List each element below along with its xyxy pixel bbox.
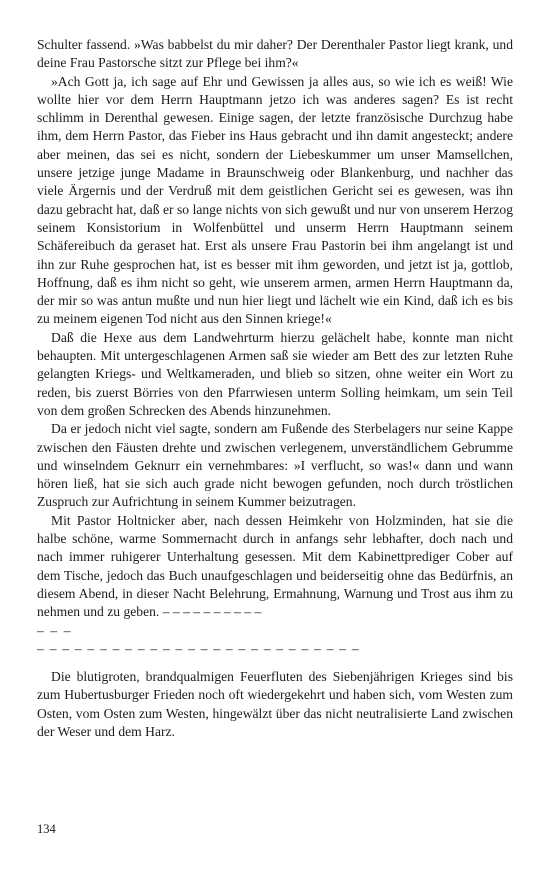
paragraph-continuation: Schulter fassend. »Was babbelst du mir daher? Der Derenthaler Pastor liegt krank, und deine Frau Pastorsche sitzt zur Pflege bei ihm?« bbox=[37, 37, 513, 71]
paragraph-war: Die blutigroten, brandqualmigen Feuerfluten des Siebenjährigen Krieges sind bis zum Hubertusburger Frieden noch oft wiedergekehrt und haben sich, vom Westen zum Osten, vom Osten zum Westen, hingewälzt über das nicht neutralisierte Land zwischen der Weser und dem Harz. bbox=[37, 669, 513, 739]
page-number: 134 bbox=[37, 822, 56, 836]
dash-line-short: – – – bbox=[37, 622, 73, 638]
section-gap bbox=[37, 658, 513, 668]
paragraph-boerries: Da er jedoch nicht viel sagte, sondern am Fußende des Sterbelagers nur seine Kappe zwischen den Fäusten drehte und zwischen verlegenem, unverständlichem Gebrumme und winselndem Geknurr ein vernehmbares: »I verflucht, so was!« dann und wann hören ließ, hat sie sich auch grade nicht bewogen gefunden, noch durch tröstlichen Zuspruch zur Aufrichtung in seinem Kummer beizutragen. bbox=[37, 421, 513, 510]
paragraph-dialogue: »Ach Gott ja, ich sage auf Ehr und Gewissen ja alles aus, so wie ich es weiß! Wie wollte hier vor dem Herrn Hauptmann jetzo ich was anderes sagen? Es ist recht schlimm in Derenthal gewesen. Einige sagen, der letzte französische Durchzug habe ihm, dem Herrn Pastor, das Fieber ins Haus gebracht und ihn damit angesteckt; andere aber meinen, das sei es nicht, sondern der Liebeskummer um unser Mamsellchen, unsere jetzige junge Madame in Braunschweig oder Blankenburg, und nachher das viele Ärgernis und der Verdruß mit dem geistlichen Gericht sei es gewesen, was ihn dazu gebracht hat, daß er so lange nichts von sich gewußt und nur von unserem Herzog seinem Konsistorium in Wolfenbüttel und unserm Herrn Hauptmann seinem Schäfereibuch da geraset hat. Erst als unsere Frau Pastorin bei ihm angelangt ist und ihn zur Ruhe gesprochen hat, ist es besser mit ihm geworden, und jetzt ist ja, gottlob, Hoffnung, daß es ihm nicht so geht, wie unserem armen, armen Herrn Hauptmann da, der mir so was antun mußte und nun hier liegt und lächelt wie ein Kind, daß ich es bis zu meinem eigenen Tod nicht aus den Sinnen kriege!« bbox=[37, 73, 513, 327]
paragraph-holtnicker: Mit Pastor Holtnicker aber, nach dessen Heimkehr von Holzminden, hat sie die halbe schöne, warme Sommernacht durch in anfangs sehr lebhafter, doch nach und nach immer ruhigerer Unterhaltung gesessen. Mit dem Kabinettprediger Cober auf dem Tische, jedoch das Buch unaufgeschlagen und beiderseitig ohne das Bedürfnis, an diesem Abend, in dieser Nacht Belehrung, Ermahnung, Warnung und Trost aus ihm zu nehmen und zu geben. – – – – – – – – – – bbox=[37, 512, 513, 620]
dash-line-long: – – – – – – – – – – – – – – – – – – – – – – – – – – bbox=[37, 640, 360, 656]
book-page bbox=[37, 36, 513, 741]
paragraph-witch: Daß die Hexe aus dem Landwehrturm hierzu gelächelt habe, konnte man nicht behaupten. Mit untergeschlagenen Armen saß sie wieder am Bett des zur letzten Ruhe gelangten Kriegs- und Weltkameraden, und blieb so sitzen, ohne weiter ein Wort zu reden, bis zuerst Börries von den Pfarrwiesen unterm Solling heimkam, um sein Teil von dem großen Schrecken des Abends hinzunehmen. bbox=[37, 329, 513, 418]
